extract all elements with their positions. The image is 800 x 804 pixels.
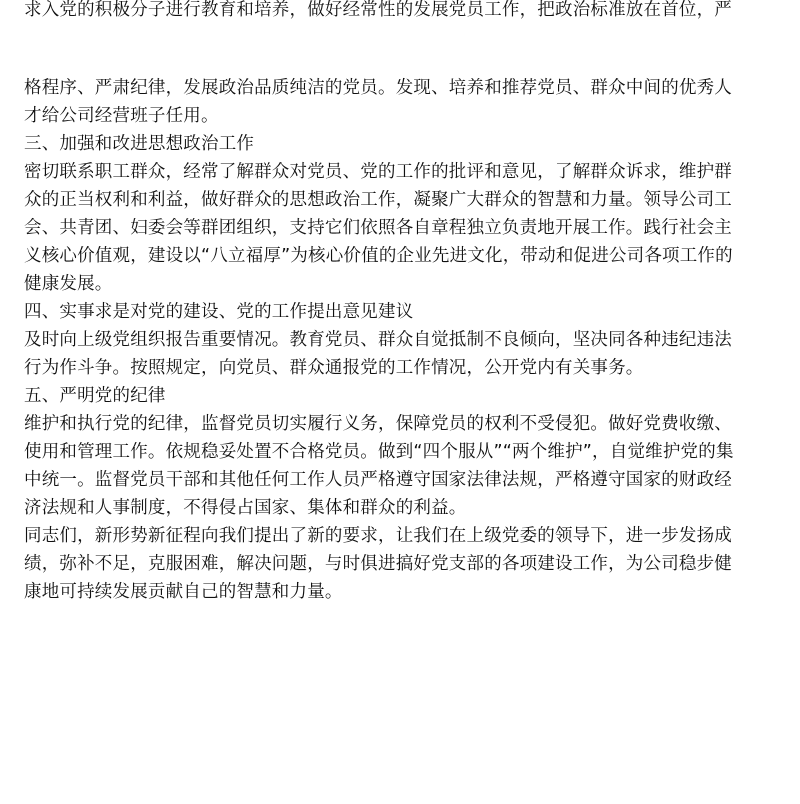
paragraph-line: 格程序、严肃纪律，发展政治品质纯洁的党员。发现、培养和推荐党员、群众中间的优秀人 [24, 78, 732, 98]
paragraph-line: 绩，弥补不足，克服困难，解决问题，与时俱进搞好党支部的各项建设工作，为公司稳步健 [24, 554, 732, 574]
paragraph-line: 行为作斗争。按照规定，向党员、群众通报党的工作情况，公开党内有关事务。 [24, 358, 644, 378]
paragraph-line-top: 求入党的积极分子进行教育和培养，做好经常性的发展党员工作，把政治标准放在首位，严 [24, 0, 732, 20]
paragraph-line: 健康发展。 [24, 274, 113, 294]
paragraph-line: 众的正当权利和利益，做好群众的思想政治工作，凝聚广大群众的智慧和力量。领导公司工 [24, 190, 732, 210]
paragraph-line: 会、共青团、妇委会等群团组织，支持它们依照各自章程独立负责地开展工作。践行社会主 [24, 218, 732, 238]
paragraph-line: 使用和管理工作。依规稳妥处置不合格党员。做到“四个服从”“两个维护”，自觉维护党的集 [24, 442, 734, 462]
document-body [24, 74, 734, 606]
paragraph-line: 康地可持续发展贡献自己的智慧和力量。 [24, 582, 343, 602]
section-heading-4: 四、实事求是对党的建设、党的工作提出意见建议 [24, 302, 414, 322]
paragraph-line: 密切联系职工群众，经常了解群众对党员、党的工作的批评和意见，了解群众诉求，维护群 [24, 162, 732, 182]
paragraph-line: 维护和执行党的纪律，监督党员切实履行义务，保障党员的权利不受侵犯。做好党费收缴、 [24, 414, 732, 434]
paragraph-line: 及时向上级党组织报告重要情况。教育党员、群众自觉抵制不良倾向，坚决同各种违纪违法 [24, 330, 732, 350]
paragraph-line: 才给公司经营班子任用。 [24, 106, 219, 126]
paragraph-line: 同志们，新形势新征程向我们提出了新的要求，让我们在上级党委的领导下，进一步发扬成 [24, 526, 732, 546]
section-heading-3: 三、加强和改进思想政治工作 [24, 134, 255, 154]
paragraph-line: 济法规和人事制度，不得侵占国家、集体和群众的利益。 [24, 498, 467, 518]
paragraph-line: 中统一。监督党员干部和其他任何工作人员严格遵守国家法律法规，严格遵守国家的财政经 [24, 470, 732, 490]
paragraph-line: 义核心价值观，建设以“八立福厚”为核心价值的企业先进文化，带动和促进公司各项工作的 [24, 246, 733, 266]
section-heading-5: 五、严明党的纪律 [24, 386, 166, 406]
